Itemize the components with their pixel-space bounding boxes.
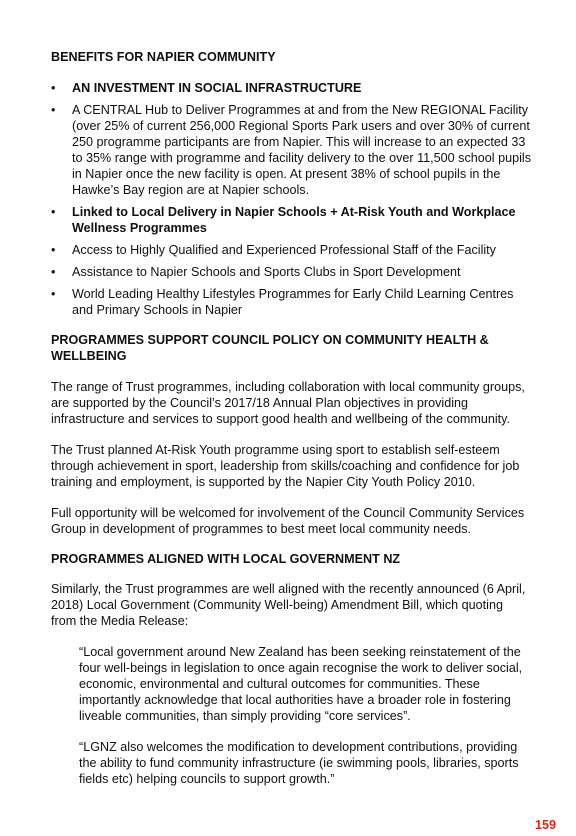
list-item (51, 264, 531, 280)
benefits-list (51, 80, 531, 318)
section-heading-local-government: PROGRAMMES ALIGNED WITH LOCAL GOVERNMENT NZ (51, 552, 401, 566)
paragraph: The range of Trust programmes, including collaboration with local community groups, are supported by the Council’s 2017/18 Annual Plan objectives in providing infrastructure and services to support good health and wellbeing of the community. (51, 380, 525, 426)
list-item-detail: (over 25% of current 256,000 Regional Sports Park users and over 30% of current 250 programme participants are from Napier. This will increase to an expected 33 to 35% range with programme and facility delivery to the over 11,500 school pupils in Napier once the new facility is open. At present 38% of school pupils in the Hawke’s Bay region are at Napier schools. (72, 119, 531, 197)
quote: “LGNZ also welcomes the modification to development contributions, providing the ability to fund community infrastructure (ie swimming pools, libraries, sports fields etc) helping councils to support growth.” (79, 740, 519, 786)
paragraph: Full opportunity will be welcomed for involvement of the Council Community Services Group in development of programmes to best meet local community needs. (51, 506, 525, 536)
list-item (51, 102, 531, 198)
list-item (51, 286, 531, 318)
list-item (51, 80, 531, 96)
list-item-text: AN INVESTMENT IN SOCIAL INFRASTRUCTURE (72, 81, 362, 95)
section-heading-benefits: BENEFITS FOR NAPIER COMMUNITY (51, 50, 276, 64)
paragraph: The Trust planned At-Risk Youth programme using sport to establish self-esteem through achievement in sport, leadership from skills/coaching and confidence for job training and employment, is supported by the Napier City Youth Policy 2010. (51, 443, 520, 489)
paragraph: Similarly, the Trust programmes are well aligned with the recently announced (6 April, 2018) Local Government (Community Well-being) Amendment Bill, which quoting from the Media Release: (51, 582, 526, 628)
section-heading-council-policy: PROGRAMMES SUPPORT COUNCIL POLICY ON COMMUNITY HEALTH & WELLBEING (51, 333, 489, 363)
page-number: 159 (535, 818, 557, 832)
document-page (51, 49, 531, 787)
bullet-icon: • (51, 287, 56, 301)
quote: “Local government around New Zealand has been seeking reinstatement of the four well-beings in legislation to once again recognise the work to deliver social, economic, environmental and cultural outcomes for communities. These importantly acknowledge that local authorities have a broader role in fostering liveable communities, than simply providing “core services”. (79, 645, 523, 723)
list-item-text: Linked to Local Delivery in Napier Schools + At-Risk Youth and Workplace Wellness Programmes (72, 205, 516, 235)
bullet-icon: • (51, 103, 56, 117)
list-item-text: World Leading Healthy Lifestyles Programmes for Early Child Learning Centres and Primary Schools in Napier (72, 287, 514, 317)
bullet-icon: • (51, 243, 56, 257)
list-item-text: A CENTRAL Hub to Deliver Programmes at and from the New REGIONAL Facility (72, 103, 529, 117)
list-item-text: Assistance to Napier Schools and Sports Clubs in Sport Development (72, 265, 461, 279)
list-item-text: Access to Highly Qualified and Experienced Professional Staff of the Facility (72, 243, 496, 257)
bullet-icon: • (51, 205, 56, 219)
bullet-icon: • (51, 265, 56, 279)
list-item (51, 204, 531, 236)
bullet-icon: • (51, 81, 56, 95)
list-item (51, 242, 531, 258)
